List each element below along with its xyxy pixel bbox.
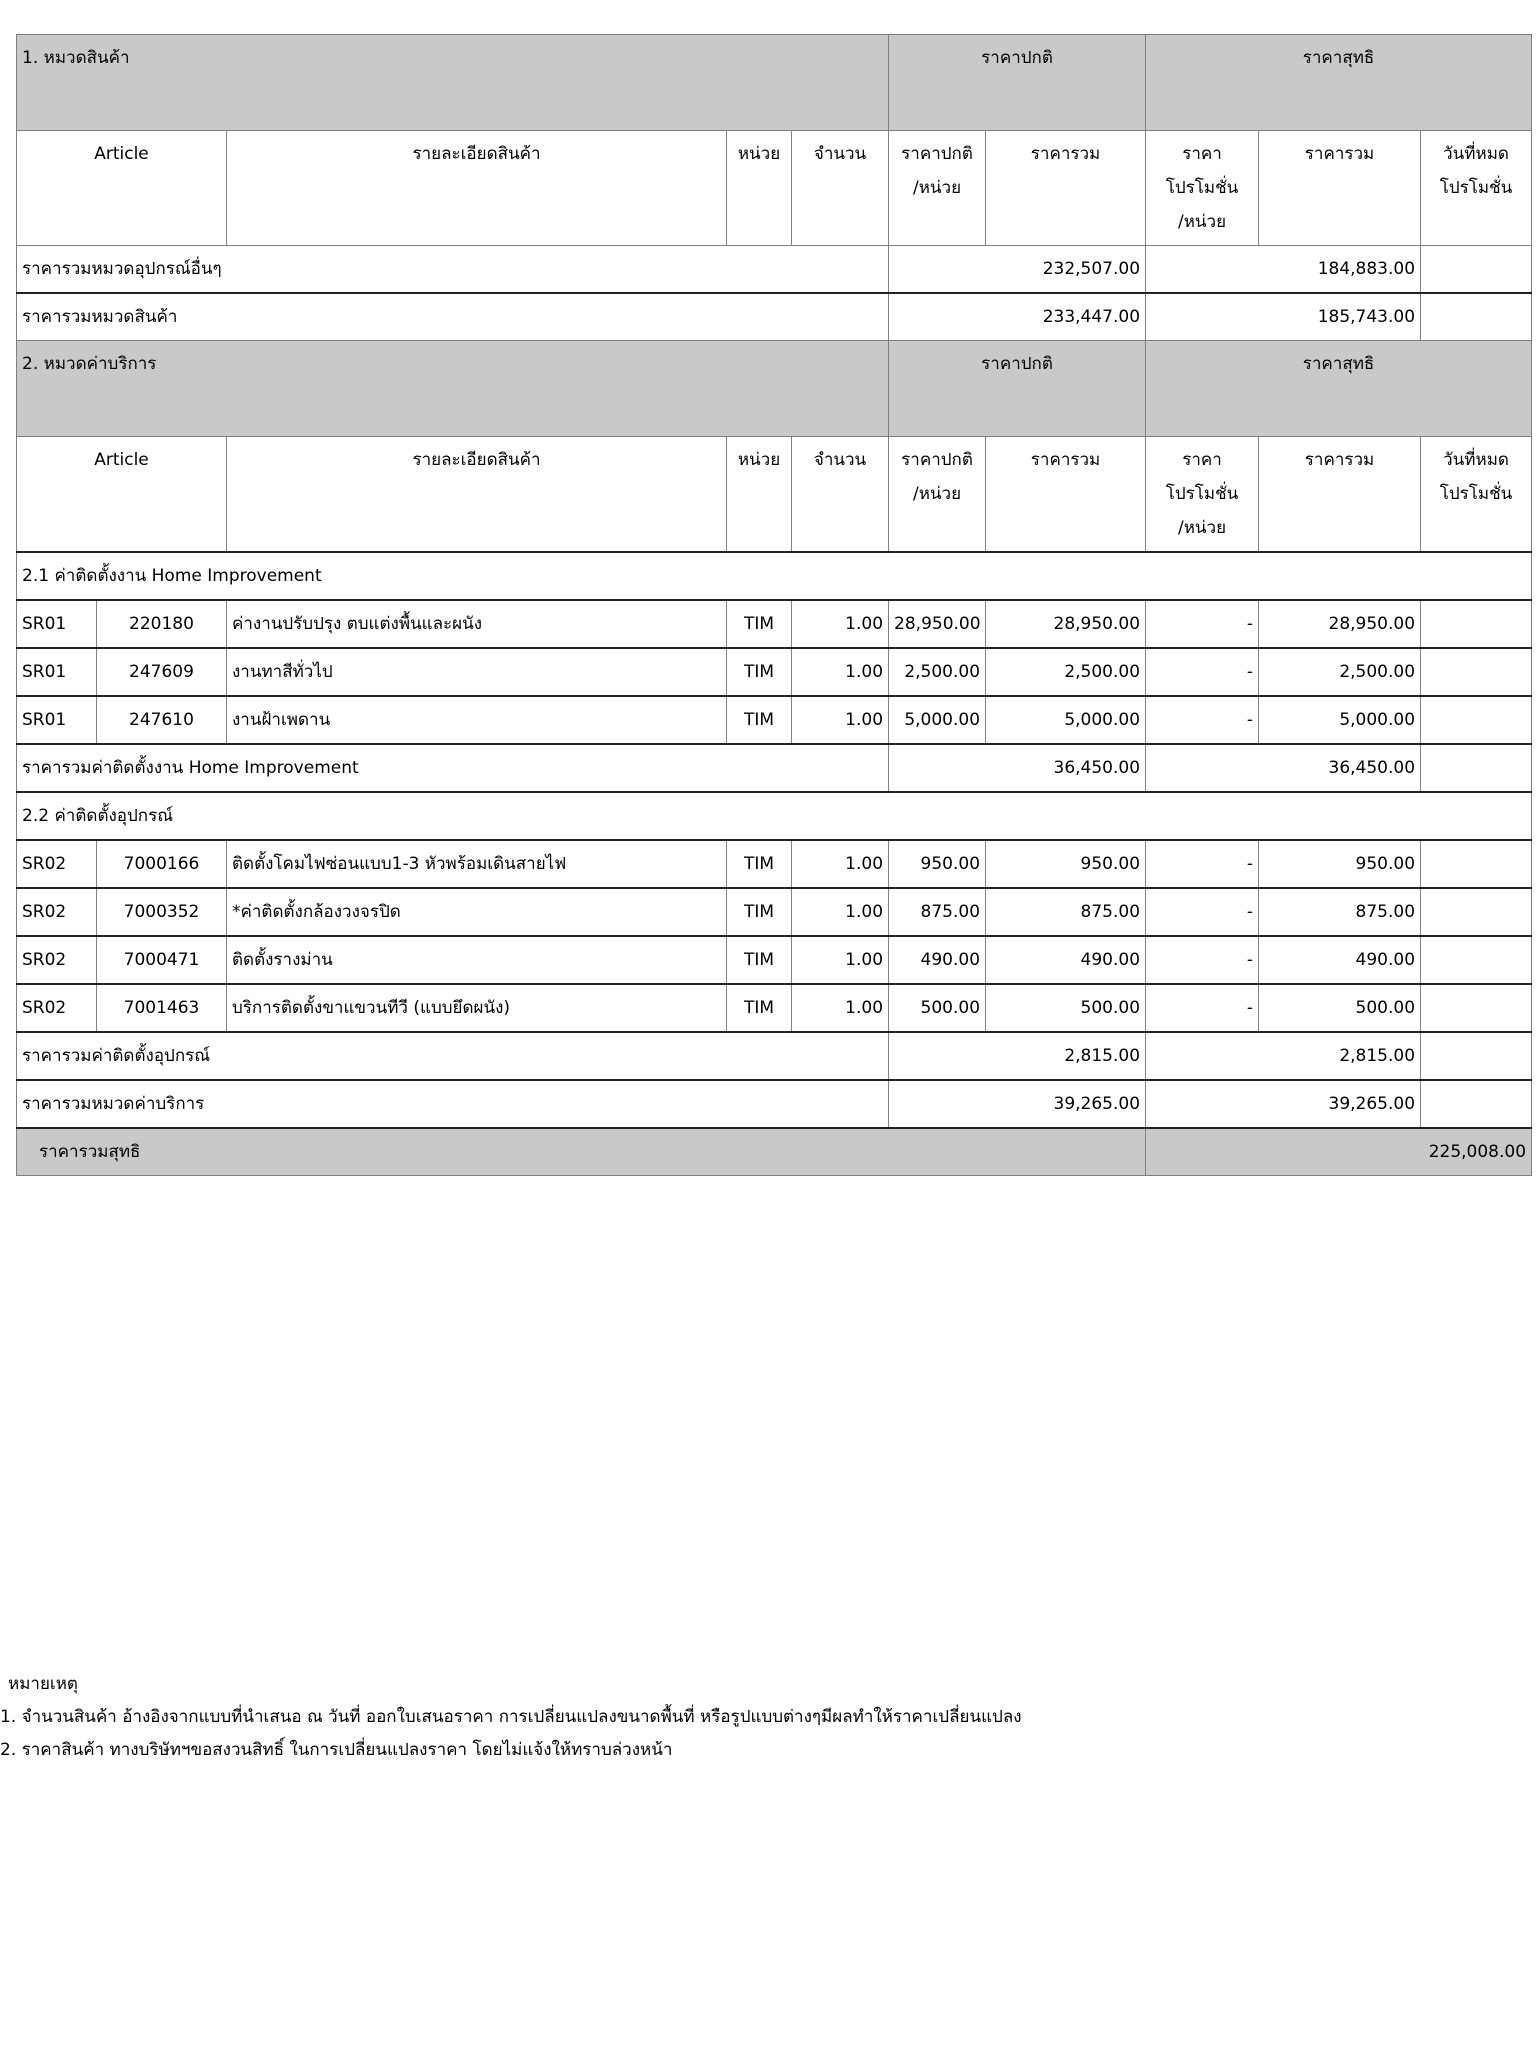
table-body	[17, 35, 1532, 1176]
subtotal-net: 36,450.00	[1146, 744, 1421, 792]
total-net: 184,883.00	[1146, 246, 1421, 294]
table-row: SR02 7001463 บริการติดตั้งขาแขวนทีวี (แบบยึดผนัง) TIM 1.00 500.00 500.00 - 500.00	[17, 984, 1532, 1032]
col-promo-end: วันที่หมด โปรโมชั่น	[1421, 437, 1532, 553]
subtotal-regular: 36,450.00	[889, 744, 1146, 792]
col-regular-total: ราคารวม	[986, 437, 1146, 553]
section1-other-total-row	[17, 246, 1532, 294]
table-row: SR01 220180 ค่างานปรับปรุง ตบแต่งพื้นและผนัง TIM 1.00 28,950.00 28,950.00 - 28,950.00	[17, 600, 1532, 648]
total-regular: 39,265.00	[889, 1080, 1146, 1128]
section1-total-row	[17, 293, 1532, 341]
table-row: SR02 7000471 ติดตั้งรางม่าน TIM 1.00 490.00 490.00 - 490.00	[17, 936, 1532, 984]
total-net: 185,743.00	[1146, 293, 1421, 341]
col-article: Article	[17, 131, 227, 246]
subtotal-regular: 2,815.00	[889, 1032, 1146, 1080]
col-regular-total: ราคารวม	[986, 131, 1146, 246]
notes	[0, 1668, 1022, 1767]
regular-price-header: ราคาปกติ	[889, 341, 1146, 437]
section2-header-row	[17, 341, 1532, 437]
table-row: SR01 247609 งานทาสีทั่วไป TIM 1.00 2,500.00 2,500.00 - 2,500.00	[17, 648, 1532, 696]
subtotal-label: ราคารวมค่าติดตั้งอุปกรณ์	[17, 1032, 889, 1080]
col-promo-total: ราคารวม	[1259, 437, 1421, 553]
subtotal-net: 2,815.00	[1146, 1032, 1421, 1080]
total-label: ราคารวมหมวดสินค้า	[17, 293, 889, 341]
col-unit: หน่วย	[727, 131, 792, 246]
group22-title-row	[17, 792, 1532, 840]
column-header-row	[17, 437, 1532, 553]
total-label: ราคารวมหมวดอุปกรณ์อื่นๆ	[17, 246, 889, 294]
col-promo-total: ราคารวม	[1259, 131, 1421, 246]
col-description: รายละเอียดสินค้า	[227, 131, 727, 246]
col-promo-unit-price: ราคา โปรโมชั่น /หน่วย	[1146, 437, 1259, 553]
col-promo-unit-price: ราคา โปรโมชั่น /หน่วย	[1146, 131, 1259, 246]
group22-subtotal-row	[17, 1032, 1532, 1080]
table-row: SR01 247610 งานฝ้าเพดาน TIM 1.00 5,000.00 5,000.00 - 5,000.00	[17, 696, 1532, 744]
total-regular: 232,507.00	[889, 246, 1146, 294]
total-net: 39,265.00	[1146, 1080, 1421, 1128]
col-qty: จำนวน	[792, 437, 889, 553]
col-qty: จำนวน	[792, 131, 889, 246]
quotation-table	[16, 34, 1532, 1176]
section1-title: 1. หมวดสินค้า	[17, 35, 889, 131]
col-regular-unit-price: ราคาปกติ /หน่วย	[889, 131, 986, 246]
group21-title: 2.1 ค่าติดตั้งงาน Home Improvement	[17, 552, 1532, 600]
net-price-header: ราคาสุทธิ	[1146, 341, 1532, 437]
column-header-row	[17, 131, 1532, 246]
col-regular-unit-price: ราคาปกติ /หน่วย	[889, 437, 986, 553]
group22-title: 2.2 ค่าติดตั้งอุปกรณ์	[17, 792, 1532, 840]
grand-total-value: 225,008.00	[1146, 1128, 1532, 1176]
regular-price-header: ราคาปกติ	[889, 35, 1146, 131]
group21-subtotal-row	[17, 744, 1532, 792]
col-unit: หน่วย	[727, 437, 792, 553]
note-line: 2. ราคาสินค้า ทางบริษัทฯขอสงวนสิทธิ์ ในการเปลี่ยนแปลงราคา โดยไม่แจ้งให้ทราบล่วงหน้า	[0, 1740, 673, 1760]
grand-total-label: ราคารวมสุทธิ	[17, 1128, 1146, 1176]
section2-title: 2. หมวดค่าบริการ	[17, 341, 889, 437]
net-price-header: ราคาสุทธิ	[1146, 35, 1532, 131]
grand-total-row	[17, 1128, 1532, 1176]
section2-total-row	[17, 1080, 1532, 1128]
section1-header-row	[17, 35, 1532, 131]
total-regular: 233,447.00	[889, 293, 1146, 341]
col-promo-end: วันที่หมด โปรโมชั่น	[1421, 131, 1532, 246]
table-row: SR02 7000166 ติดตั้งโคมไฟซ่อนแบบ1-3 หัวพร้อมเดินสายไฟ TIM 1.00 950.00 950.00 - 950.00	[17, 840, 1532, 888]
note-line: 1. จำนวนสินค้า อ้างอิงจากแบบที่นำเสนอ ณ วันที่ ออกใบเสนอราคา การเปลี่ยนแปลงขนาดพื้นที่ หรือรูปแบบต่างๆมีผลทำให้ราคาเปลี่ยนแปลง	[0, 1707, 1022, 1727]
total-label: ราคารวมหมวดค่าบริการ	[17, 1080, 889, 1128]
table-row: SR02 7000352 *ค่าติดตั้งกล้องวงจรปิด TIM 1.00 875.00 875.00 - 875.00	[17, 888, 1532, 936]
col-article: Article	[17, 437, 227, 553]
col-description: รายละเอียดสินค้า	[227, 437, 727, 553]
notes-title: หมายเหตุ	[8, 1674, 78, 1694]
subtotal-label: ราคารวมค่าติดตั้งงาน Home Improvement	[17, 744, 889, 792]
group21-title-row	[17, 552, 1532, 600]
